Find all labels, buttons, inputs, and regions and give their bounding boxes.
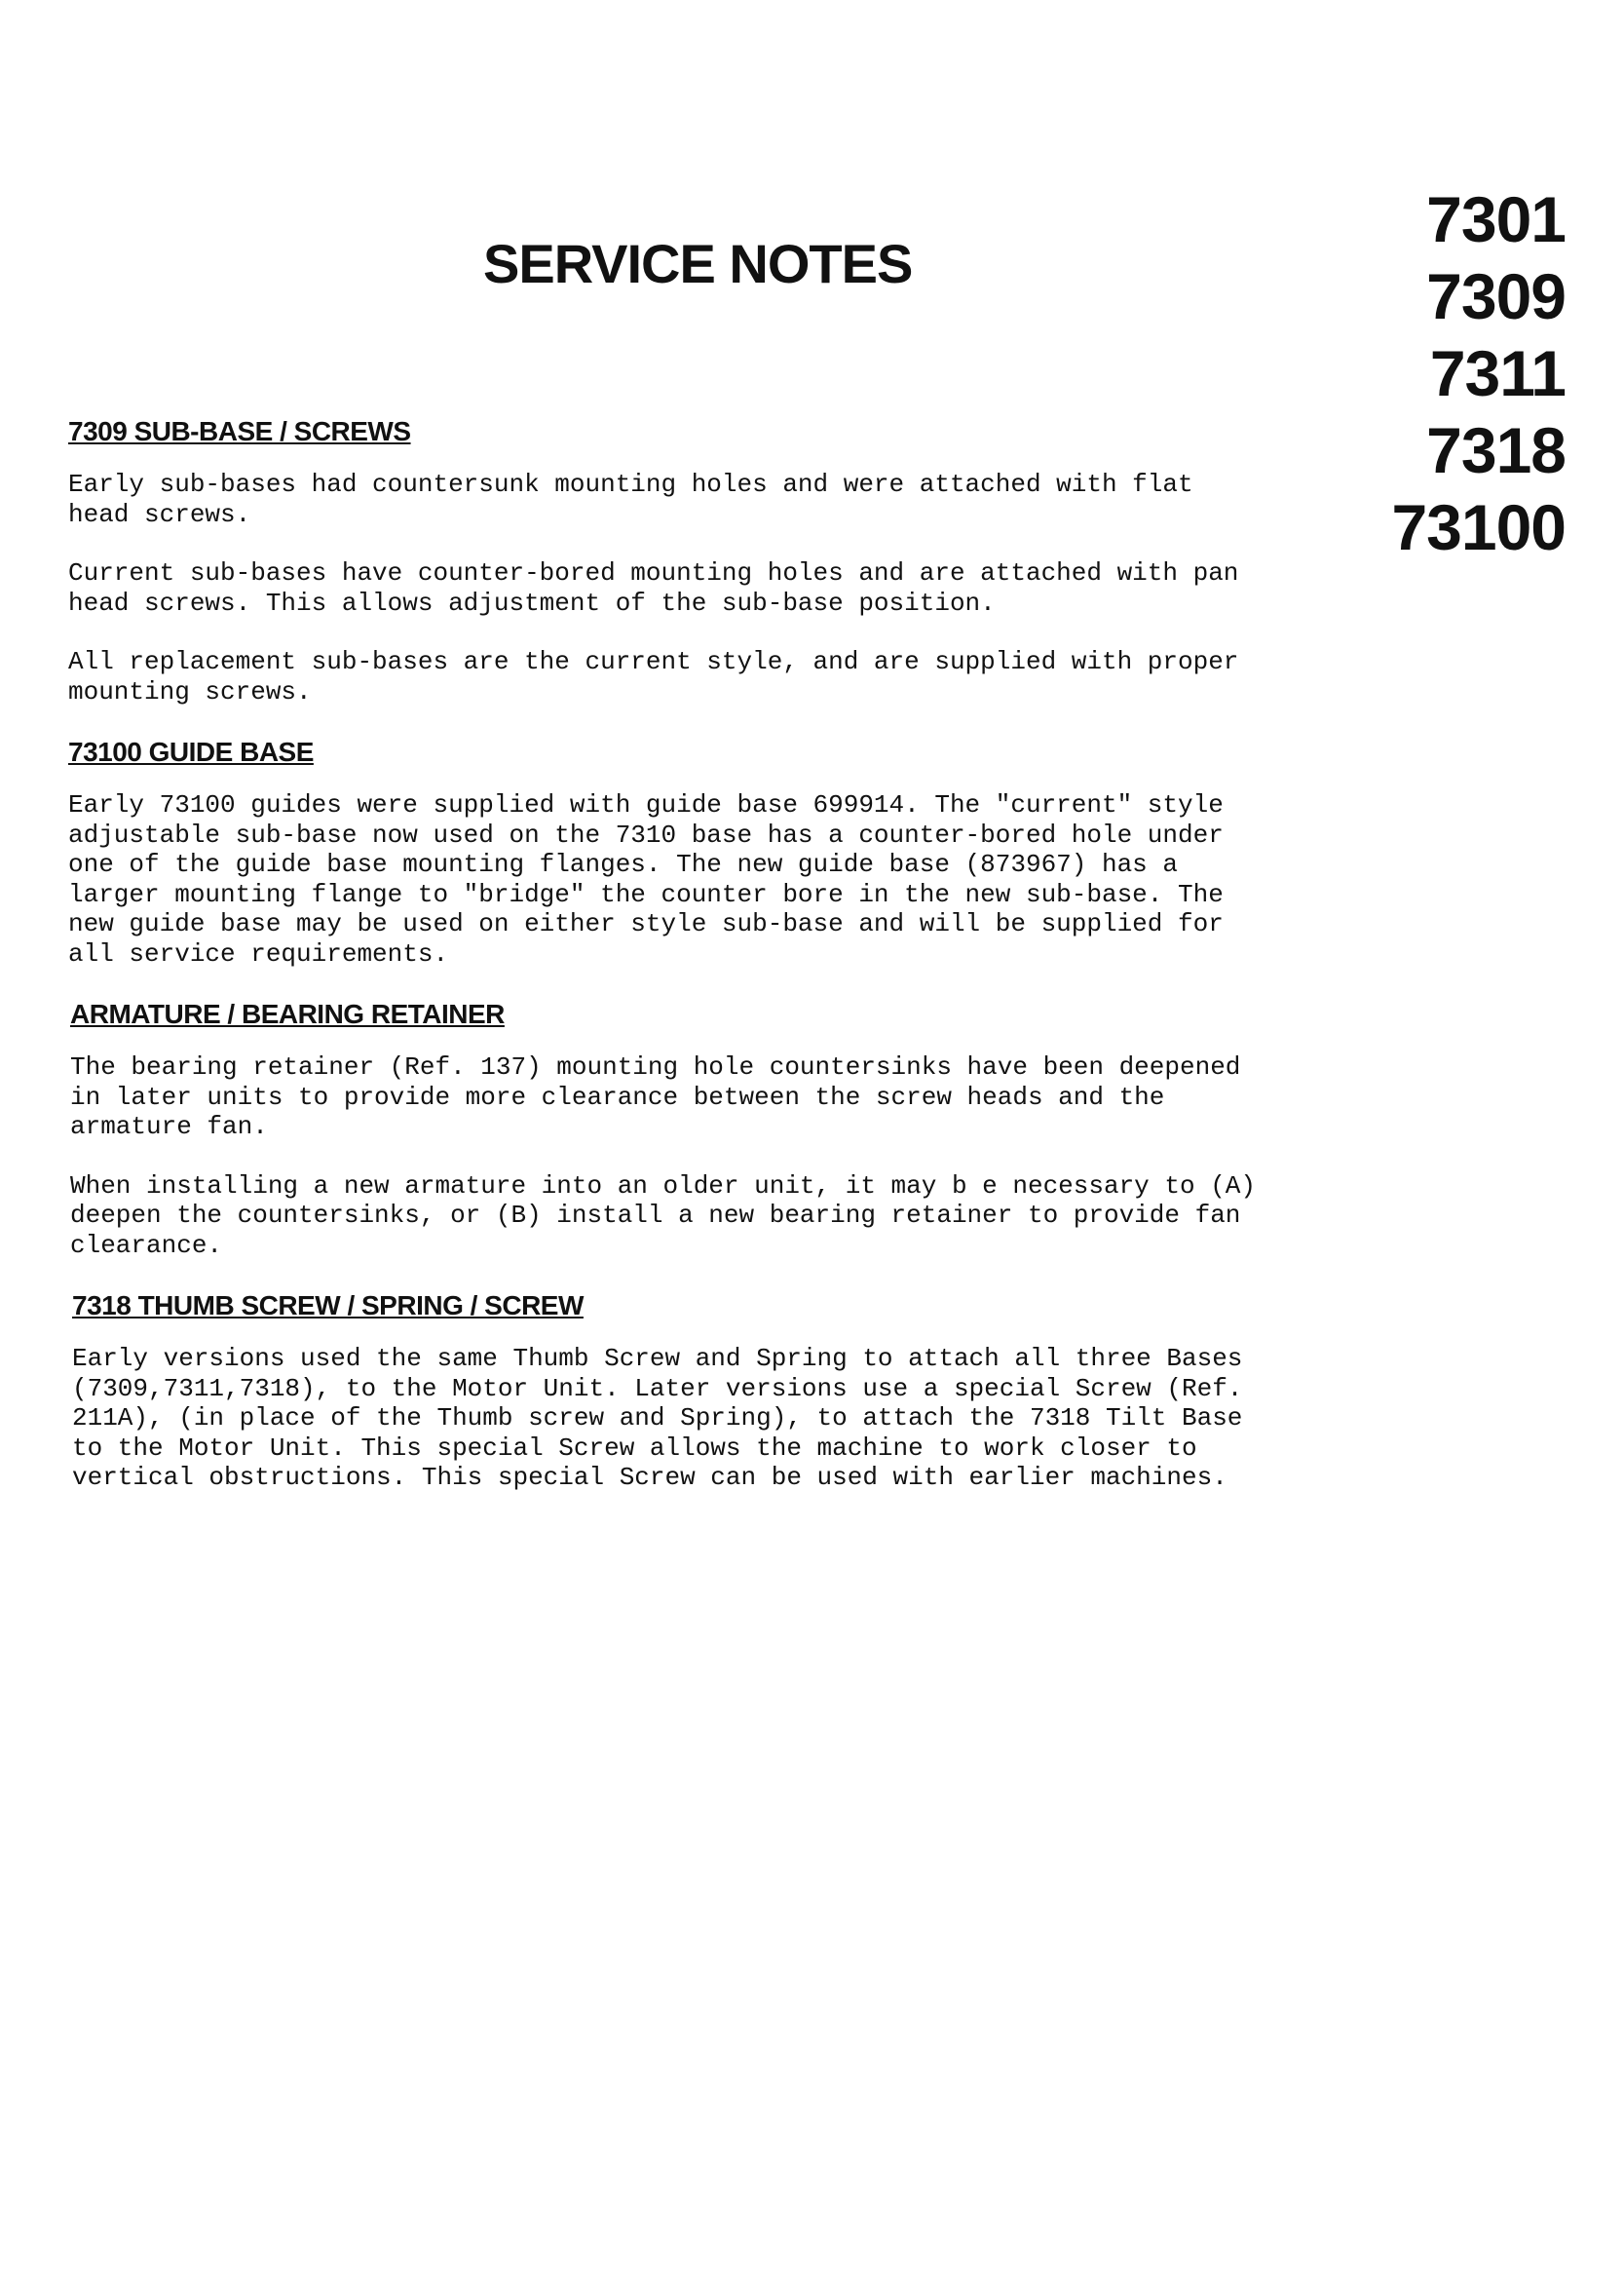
paragraph: Early sub-bases had countersunk mounting holes and were attached with flat head screws. bbox=[68, 470, 1193, 529]
paragraph: The bearing retainer (Ref. 137) mounting hole countersinks have been deepened in later units to provide more clearance between the screw heads and the armature fan. bbox=[70, 1052, 1241, 1141]
paragraph: Early versions used the same Thumb Screw and Spring to attach all three Bases (7309,7311,7318), to the Motor Unit. Later versions use a special Screw (Ref. 211A), (in place of the Thumb screw and Spring), to attach the 7318 Tilt Base to the Motor Unit. This special Screw allows the machine to work closer to vertical obstructions. This special Screw can be used with earlier machines. bbox=[72, 1344, 1243, 1492]
model-number: 7311 bbox=[1429, 337, 1566, 409]
model-number: 7318 bbox=[1426, 414, 1566, 486]
section-heading: 7318 THUMB SCREW / SPRING / SCREW bbox=[72, 1290, 584, 1320]
document-body bbox=[68, 415, 1374, 1522]
section-guide-base bbox=[68, 736, 1374, 969]
model-number: 73100 bbox=[1391, 491, 1566, 563]
section-heading: 73100 GUIDE BASE bbox=[68, 737, 314, 767]
section-thumb-screw-spring-screw bbox=[68, 1289, 1374, 1493]
section-heading: ARMATURE / BEARING RETAINER bbox=[70, 999, 505, 1029]
page-title: SERVICE NOTES bbox=[483, 233, 913, 294]
paragraph: Early 73100 guides were supplied with guide base 699914. The "current" style adjustable sub-base now used on the 7310 base has a counter-bored hole under one of the guide base mounting flanges. The new guide base (873967) has a larger mounting flange to "bridge" the counter bore in the new sub-base. The new guide base may be used on either style sub-base and will be supplied for all service requirements. bbox=[68, 790, 1224, 969]
section-armature-bearing-retainer bbox=[68, 998, 1374, 1260]
section-sub-base-screws bbox=[68, 415, 1374, 707]
model-number: 7309 bbox=[1426, 260, 1566, 332]
paragraph: All replacement sub-bases are the current style, and are supplied with proper mounting screws. bbox=[68, 647, 1239, 707]
paragraph: When installing a new armature into an older unit, it may b e necessary to (A) deepen the countersinks, or (B) install a new bearing retainer to provide fan clearance. bbox=[70, 1170, 1256, 1260]
section-heading: 7309 SUB-BASE / SCREWS bbox=[68, 416, 411, 446]
model-number: 7301 bbox=[1426, 183, 1566, 255]
paragraph: Current sub-bases have counter-bored mounting holes and are attached with pan head screws. This allows adjustment of the sub-base position. bbox=[68, 558, 1239, 618]
